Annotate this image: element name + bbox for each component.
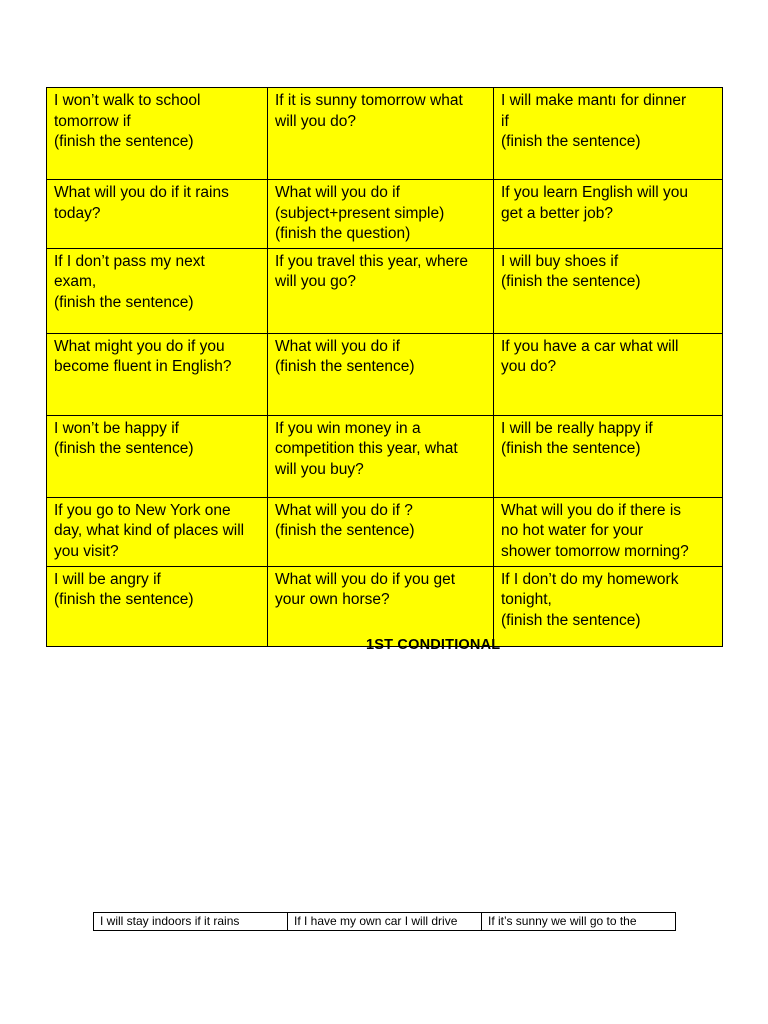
question-card bbox=[47, 415, 268, 497]
card-line: (finish the sentence) bbox=[54, 440, 194, 458]
question-card bbox=[268, 180, 494, 249]
card-line: What will you do if it rains bbox=[54, 184, 229, 201]
question-card bbox=[494, 248, 723, 333]
card-line: today? bbox=[54, 204, 101, 222]
question-card bbox=[268, 566, 494, 646]
card-line: your own horse? bbox=[275, 591, 390, 609]
question-card bbox=[494, 333, 723, 415]
question-card-grid bbox=[46, 87, 723, 647]
question-card bbox=[494, 415, 723, 497]
card-line: (finish the sentence) bbox=[275, 522, 415, 540]
question-card bbox=[268, 88, 494, 180]
card-line: I won’t be happy if bbox=[54, 419, 179, 437]
card-line: (finish the sentence) bbox=[501, 273, 641, 291]
card-line: I will be angry if bbox=[54, 570, 161, 588]
card-line: you do? bbox=[501, 358, 557, 376]
card-line: (finish the sentence) bbox=[501, 611, 641, 629]
question-card bbox=[494, 88, 723, 180]
card-line: day, what kind of places will bbox=[54, 522, 245, 540]
card-row bbox=[47, 566, 723, 646]
card-line: no hot water for your bbox=[501, 522, 644, 540]
strip-cell: If it’s sunny we will go to the bbox=[482, 913, 676, 931]
card-line: What will you do if you get bbox=[275, 570, 456, 588]
card-line: (subject+present simple) bbox=[275, 204, 445, 222]
card-line: tomorrow if bbox=[54, 112, 131, 130]
card-line: What will you do if ? bbox=[275, 501, 413, 519]
card-line: you visit? bbox=[54, 542, 119, 560]
card-line: will you do? bbox=[275, 112, 356, 130]
card-line: I will be really happy if bbox=[501, 419, 653, 437]
answer-strip bbox=[93, 912, 676, 931]
card-line: (finish the question) bbox=[275, 225, 411, 243]
card-row bbox=[47, 248, 723, 333]
card-line: shower tomorrow morning? bbox=[501, 542, 689, 560]
card-line: What will you do if bbox=[275, 184, 400, 201]
strip-cell: I will stay indoors if it rains bbox=[94, 913, 288, 931]
question-card bbox=[268, 333, 494, 415]
card-line: What will you do if bbox=[275, 337, 400, 355]
question-card bbox=[268, 497, 494, 566]
card-line: (finish the sentence) bbox=[501, 133, 641, 151]
card-line: (finish the sentence) bbox=[54, 293, 194, 311]
card-row bbox=[47, 180, 723, 249]
strip-row bbox=[94, 913, 676, 931]
card-line: exam, bbox=[54, 273, 97, 291]
question-card bbox=[268, 415, 494, 497]
card-line: tonight, bbox=[501, 591, 552, 609]
card-line: If it is sunny tomorrow what bbox=[275, 92, 463, 109]
strip-cell: If I have my own car I will drive bbox=[288, 913, 482, 931]
card-line: (finish the sentence) bbox=[501, 440, 641, 458]
question-card bbox=[47, 333, 268, 415]
card-row bbox=[47, 88, 723, 180]
question-card bbox=[47, 497, 268, 566]
card-line: If I don’t do my homework bbox=[501, 570, 679, 588]
card-line: If I don’t pass my next bbox=[54, 252, 205, 270]
card-line: If you travel this year, where bbox=[275, 252, 468, 270]
card-line: If you go to New York one bbox=[54, 501, 231, 519]
card-row bbox=[47, 333, 723, 415]
question-card bbox=[494, 497, 723, 566]
card-line: (finish the sentence) bbox=[54, 591, 194, 609]
question-card bbox=[47, 566, 268, 646]
question-card bbox=[494, 180, 723, 249]
card-line: If you learn English will you bbox=[501, 184, 688, 201]
question-card bbox=[47, 88, 268, 180]
card-line: will you buy? bbox=[275, 460, 364, 478]
card-line: become fluent in English? bbox=[54, 358, 232, 376]
card-row bbox=[47, 415, 723, 497]
card-line: will you go? bbox=[275, 273, 356, 291]
question-card bbox=[47, 180, 268, 249]
card-line: I won’t walk to school bbox=[54, 92, 201, 109]
card-line: I will buy shoes if bbox=[501, 252, 619, 270]
card-line: if bbox=[501, 112, 509, 130]
card-row bbox=[47, 497, 723, 566]
card-line: I will make mantı for dinner bbox=[501, 92, 687, 109]
card-line: (finish the sentence) bbox=[275, 358, 415, 376]
question-card bbox=[494, 566, 723, 646]
card-line: competition this year, what bbox=[275, 440, 458, 458]
card-line: If you win money in a bbox=[275, 419, 421, 437]
question-card bbox=[47, 248, 268, 333]
card-line: get a better job? bbox=[501, 204, 614, 222]
card-line: What might you do if you bbox=[54, 337, 225, 355]
card-line: (finish the sentence) bbox=[54, 133, 194, 151]
question-card bbox=[268, 248, 494, 333]
page-title: 1ST CONDITIONAL bbox=[366, 637, 501, 653]
card-line: What will you do if there is bbox=[501, 501, 682, 519]
card-line: If you have a car what will bbox=[501, 337, 679, 355]
